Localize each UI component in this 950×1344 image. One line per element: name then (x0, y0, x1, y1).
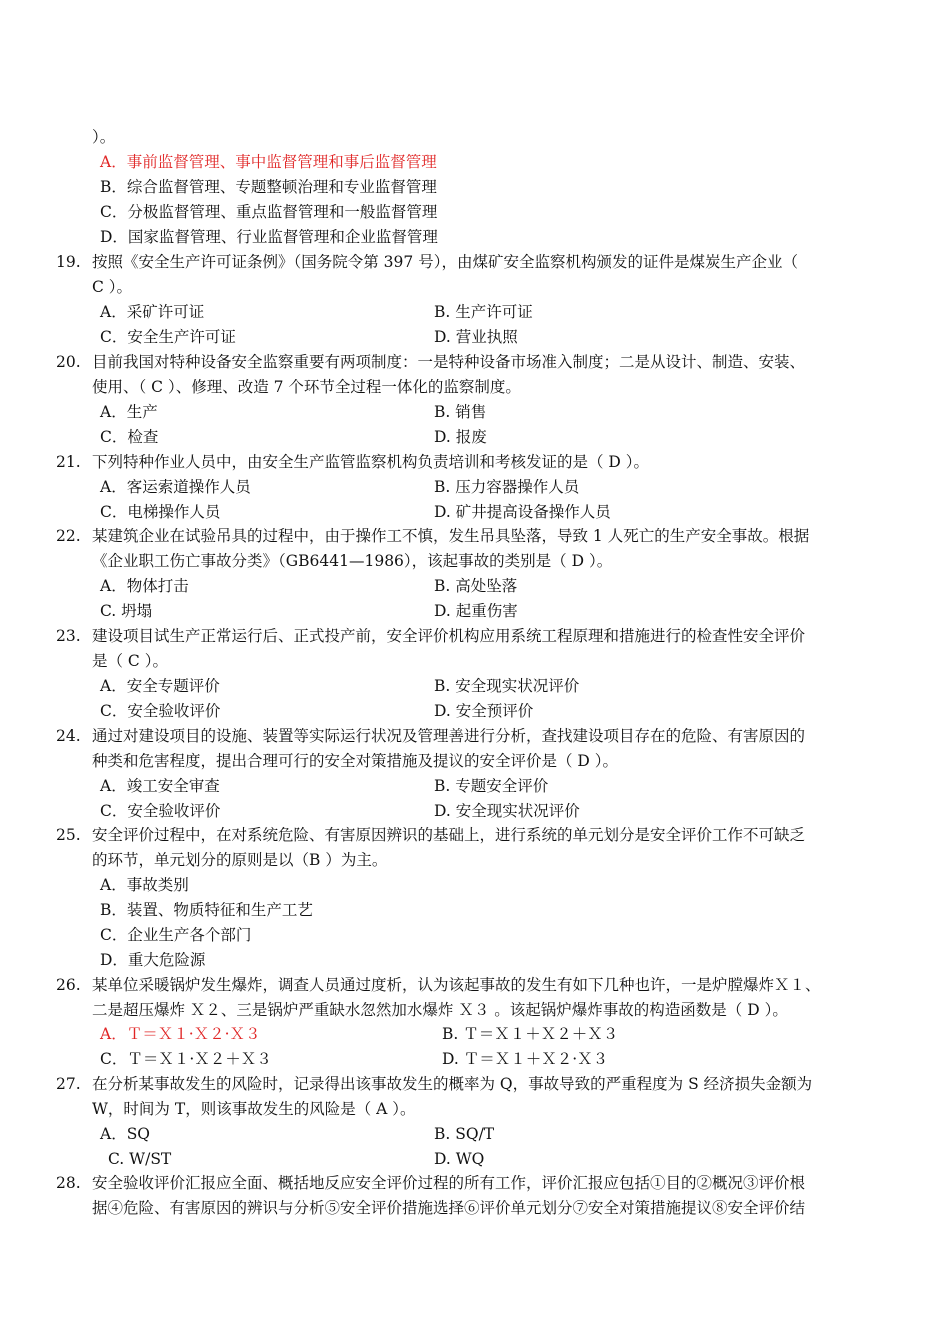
q20-option-d: D. 报废 (434, 428, 487, 446)
q24-option-c: C．安全验收评价 (100, 802, 221, 820)
q19-option-d: D. 营业执照 (434, 328, 518, 346)
q27-option-b: B. SQ/T (434, 1125, 495, 1143)
q23-stem-line1: 建设项目试生产正常运行后、正式投产前，安全评价机构应用系统工程原理和措施进行的检查性安全评价 (92, 627, 806, 645)
q27-number: 27. (56, 1075, 81, 1093)
q27-stem-line1: 在分析某事故发生的风险时，记录得出该事故发生的概率为 Q，事故导致的严重程度为 S 经济损失金额为 (92, 1075, 813, 1093)
q24-number: 24. (56, 727, 81, 745)
q23-option-d: D. 安全预评价 (434, 702, 534, 720)
q25-stem-line1: 安全评价过程中，在对系统危险、有害原因辨识的基础上，进行系统的单元划分是安全评价工作不可缺乏 (92, 826, 806, 844)
q25-option-a: A．事故类别 (100, 876, 189, 894)
q20-stem-line2: 使用、（ C ）、修理、改造 7 个环节全过程一体化的监察制度。 (92, 378, 521, 396)
q18-option-b: B．综合监督管理、专题整顿治理和专业监督管理 (100, 178, 437, 196)
q27-option-a: A．SQ (100, 1125, 151, 1143)
q26-option-b: B. Ｔ＝Ｘ１＋Ｘ２＋Ｘ３ (442, 1025, 619, 1043)
q23-option-a: A．安全专题评价 (100, 677, 220, 695)
q24-option-a: A．竣工安全审查 (100, 777, 220, 795)
q26-option-a: A．Ｔ＝Ｘ１·Ｘ２·Ｘ３ (100, 1025, 261, 1043)
q20-option-c: C．检查 (100, 428, 159, 446)
q27-stem-line2: W，时间为 T，则该事故发生的风险是（ A ）。 (92, 1100, 416, 1118)
q24-stem-line2: 种类和危害程度，提出合理可行的安全对策措施及提议的安全评价是（ D ）。 (92, 752, 619, 770)
q25-option-c: C．企业生产各个部门 (100, 926, 252, 944)
question-fragment: ）。 (92, 128, 116, 146)
q20-option-b: B. 销售 (434, 403, 487, 421)
q20-option-a: A．生产 (100, 403, 158, 421)
q21-option-b: B. 压力容器操作人员 (434, 478, 580, 496)
q22-option-c: C. 坍塌 (100, 602, 153, 620)
q26-number: 26. (56, 976, 81, 994)
q19-number: 19. (56, 253, 81, 271)
q21-option-d: D. 矿井提高设备操作人员 (434, 503, 611, 521)
q28-stem-line2: 据④危险、有害原因的辨识与分析⑤安全评价措施选择⑥评价单元划分⑦安全对策措施提议⑧安全评价结 (92, 1199, 806, 1217)
q26-option-c: C．Ｔ＝Ｘ１·Ｘ２＋Ｘ３ (100, 1050, 272, 1068)
q18-option-c: C．分极监督管理、重点监督管理和一般监督管理 (100, 203, 438, 221)
q27-option-d: D. WQ (434, 1150, 485, 1168)
q20-number: 20. (56, 353, 81, 371)
q28-number: 28. (56, 1174, 81, 1192)
q21-stem-line1: 下列特种作业人员中，由安全生产监管监察机构负责培训和考核发证的是（ D ）。 (92, 453, 650, 471)
q22-option-a: A．物体打击 (100, 577, 189, 595)
q23-option-c: C．安全验收评价 (100, 702, 221, 720)
q22-option-b: B. 高处坠落 (434, 577, 518, 595)
q18-option-a: A．事前监督管理、事中监督管理和事后监督管理 (100, 153, 437, 171)
q22-stem-line2: 《企业职工伤亡事故分类》（GB6441—1986），该起事故的类别是（ D ）。 (92, 552, 613, 570)
q19-option-c: C．安全生产许可证 (100, 328, 236, 346)
q22-stem-line1: 某建筑企业在试验吊具的过程中，由于操作工不慎，发生吊具坠落，导致 1 人死亡的生产安全事故。根据 (92, 527, 810, 545)
q19-stem-line2: C ）。 (92, 278, 133, 296)
q26-stem-line2: 二是超压爆炸 Ｘ２、三是锅炉严重缺水忽然加水爆炸 Ｘ３ 。该起锅炉爆炸事故的构造函数是（ D ）。 (92, 1001, 788, 1019)
q22-option-d: D. 起重伤害 (434, 602, 518, 620)
q26-option-d: D. Ｔ＝Ｘ１＋Ｘ２·Ｘ３ (442, 1050, 609, 1068)
q19-option-a: A．采矿许可证 (100, 303, 205, 321)
q21-number: 21. (56, 453, 81, 471)
q21-option-a: A．客运索道操作人员 (100, 478, 251, 496)
q21-option-c: C．电梯操作人员 (100, 503, 221, 521)
q25-option-b: B．装置、物质特征和生产工艺 (100, 901, 313, 919)
q25-number: 25. (56, 826, 81, 844)
q27-option-c: C. W/ST (108, 1150, 172, 1168)
q24-option-b: B. 专题安全评价 (434, 777, 549, 795)
q23-option-b: B. 安全现实状况评价 (434, 677, 580, 695)
q24-stem-line1: 通过对建设项目的设施、装置等实际运行状况及管理善进行分析，查找建设项目存在的危险、有害原因的 (92, 727, 806, 745)
q22-number: 22. (56, 527, 81, 545)
q23-stem-line2: 是（ C ）。 (92, 652, 168, 670)
q25-option-d: D．重大危险源 (100, 951, 206, 969)
q19-option-b: B. 生产许可证 (434, 303, 533, 321)
q23-number: 23. (56, 627, 81, 645)
q28-stem-line1: 安全验收评价汇报应全面、概括地反应安全评价过程的所有工作，评价汇报应包括①目的②概况③评价根 (92, 1174, 806, 1192)
q26-stem-line1: 某单位采暖锅炉发生爆炸，调查人员通过度析，认为该起事故的发生有如下几种也许，一是炉膛爆炸Ｘ１、 (92, 976, 821, 994)
q25-stem-line2: 的环节，单元划分的原则是以（B ）为主。 (92, 851, 388, 869)
q18-option-d: D．国家监督管理、行业监督管理和企业监督管理 (100, 228, 438, 246)
q24-option-d: D. 安全现实状况评价 (434, 802, 580, 820)
q20-stem-line1: 目前我国对特种设备安全监察重要有两项制度：一是特种设备市场准入制度；二是从设计、制造、安装、 (92, 353, 806, 371)
q19-stem-line1: 按照《安全生产许可证条例》（国务院令第 397 号），由煤矿安全监察机构颁发的证件是煤炭生产企业（ (92, 253, 798, 271)
